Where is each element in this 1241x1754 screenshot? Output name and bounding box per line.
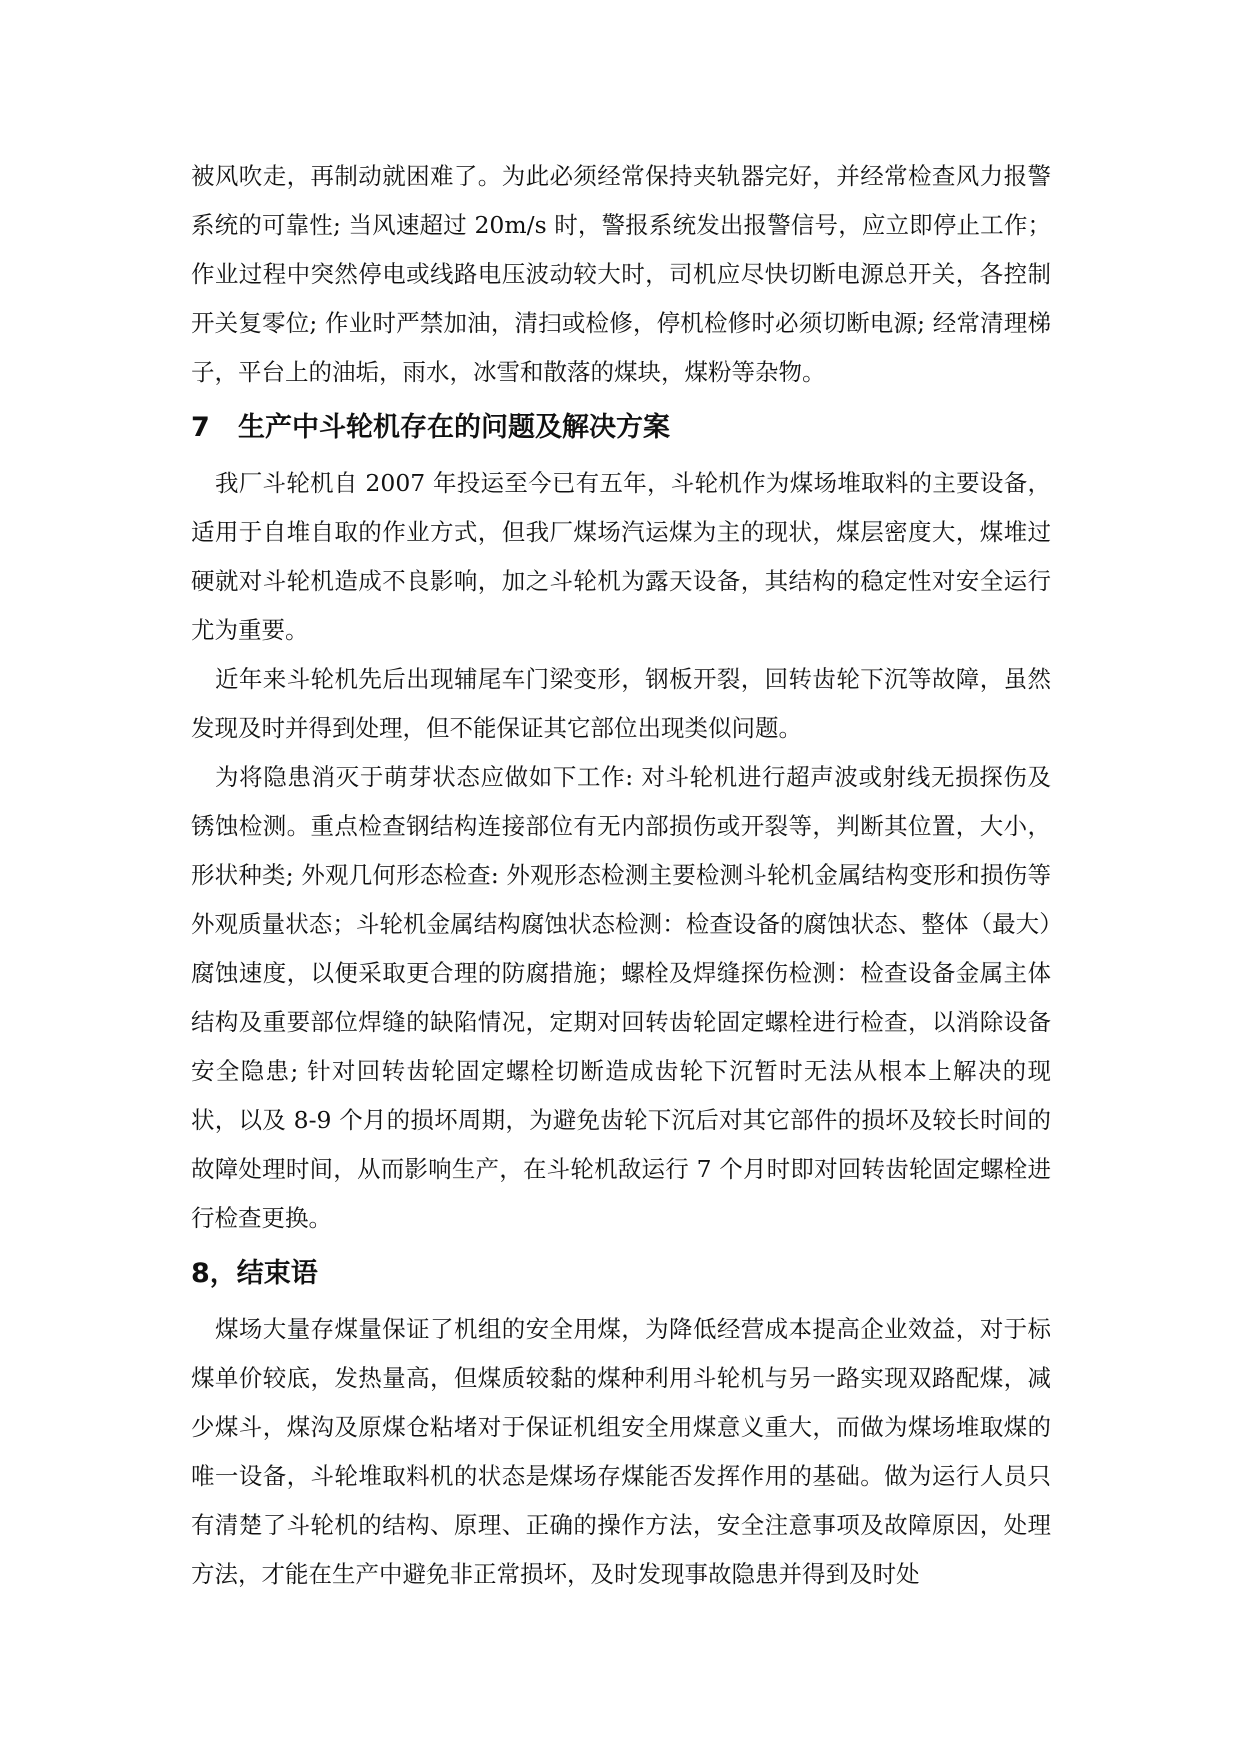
paragraph-7-2: 近年来斗轮机先后出现辅尾车门梁变形，钢板开裂，回转齿轮下沉等故障，虽然发现及时并得到处理，但不能保证其它部位出现类似问题。 bbox=[191, 665, 1051, 742]
section-7-heading: 7 生产中斗轮机存在的问题及解决方案 bbox=[191, 412, 670, 443]
paragraph-8-1: 煤场大量存煤量保证了机组的安全用煤，为降低经营成本提高企业效益，对于标煤单价较底，发热量高，但煤质较黏的煤种利用斗轮机与另一路实现双路配煤，减少煤斗，煤沟及原煤仓粘堵对于保证机组安全用煤意义重大，而做为煤场堆取煤的唯一设备，斗轮堆取料机的状态是煤场存煤能否发挥作用的基础。做为运行人员只有清楚了斗轮机的结构、原理、正确的操作方法，安全注意事项及故障原因，处理方法，才能在生产中避免非正常损坏，及时发现事故隐患并得到及时处 bbox=[191, 1315, 1051, 1588]
document-body bbox=[191, 152, 1051, 1599]
section-8-heading: 8，结束语 bbox=[191, 1258, 318, 1289]
paragraph-intro: 被风吹走，再制动就困难了。为此必须经常保持夹轨器完好，并经常检查风力报警系统的可靠性; 当风速超过 20m/s 时，警报系统发出报警信号，应立即停止工作；作业过程中突然停电或线路电压波动较大时，司机应尽快切断电源总开关，各控制开关复零位; 作业时严禁加油，清扫或检修，停机检修时必须切断电源; 经常清理梯子，平台上的油垢，雨水，冰雪和散落的煤块，煤粉等杂物。 bbox=[191, 162, 1051, 386]
paragraph-7-1: 我厂斗轮机自 2007 年投运至今已有五年，斗轮机作为煤场堆取料的主要设备，适用于自堆自取的作业方式，但我厂煤场汽运煤为主的现状，煤层密度大，煤堆过硬就对斗轮机造成不良影响，加之斗轮机为露天设备，其结构的稳定性对安全运行尤为重要。 bbox=[191, 469, 1051, 644]
paragraph-7-3: 为将隐患消灭于萌芽状态应做如下工作: 对斗轮机进行超声波或射线无损探伤及锈蚀检测。重点检查钢结构连接部位有无内部损伤或开裂等，判断其位置，大小，形状种类; 外观几何形态检查: 外观形态检测主要检测斗轮机金属结构变形和损伤等外观质量状态；斗轮机金属结构腐蚀状态检测：检查设备的腐蚀状态、整体（最大）腐蚀速度，以便采取更合理的防腐措施；螺栓及焊缝探伤检测：检查设备金属主体结构及重要部位焊缝的缺陷情况，定期对回转齿轮固定螺栓进行检查，以消除设备安全隐患; 针对回转齿轮固定螺栓切断造成齿轮下沉暂时无法从根本上解决的现状，以及 8-9 个月的损坏周期，为避免齿轮下沉后对其它部件的损坏及较长时间的故障处理时间，从而影响生产，在斗轮机敌运行 7 个月时即对回转齿轮固定螺栓进行检查更换。 bbox=[191, 763, 1051, 1232]
